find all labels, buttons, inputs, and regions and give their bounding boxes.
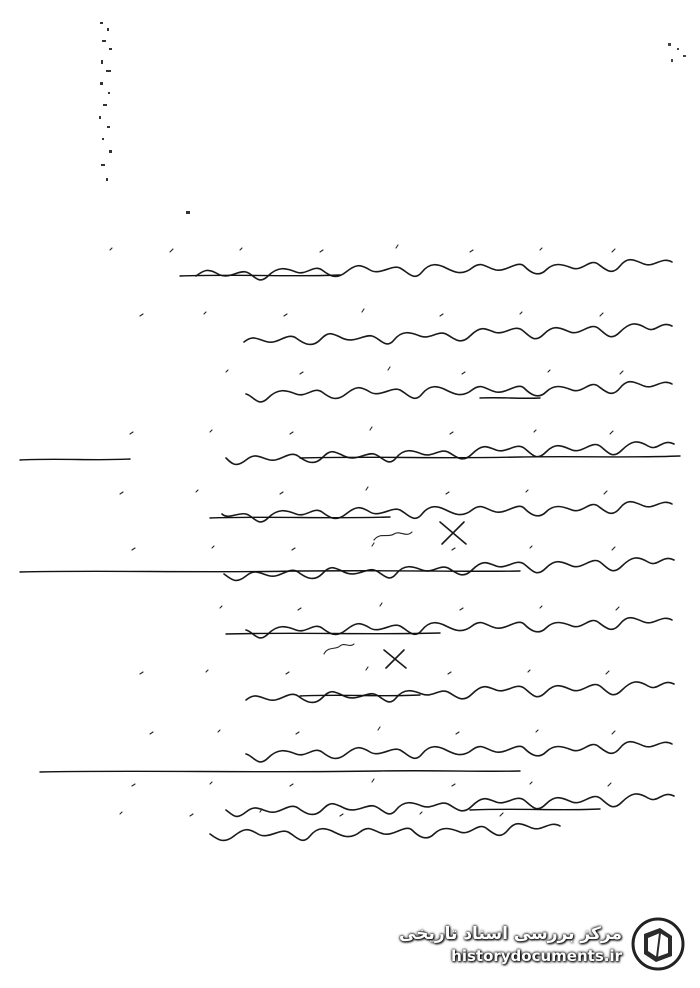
handwriting-line-6 [20,543,674,580]
handwriting-line-2 [140,309,672,344]
watermark-url: historydocuments.ir [451,947,622,965]
handwriting-line-11 [120,809,560,840]
handwriting-line-7 [220,603,672,638]
watermark-text [399,922,622,966]
handwriting-line-5 [120,487,672,522]
archive-book-icon [630,916,686,972]
handwriting-line-1 [110,245,672,280]
insertion-mark-2 [324,644,406,668]
watermark [396,912,686,976]
handwriting-line-10 [132,779,674,816]
handwriting-line-4 [20,427,680,464]
handwriting-line-3 [226,367,672,402]
insertion-mark [374,522,466,544]
watermark-title: مرکز بررسی اسناد تاریخی [399,924,622,944]
handwriting-line-8 [140,667,674,702]
handwriting-line-9 [40,727,672,772]
